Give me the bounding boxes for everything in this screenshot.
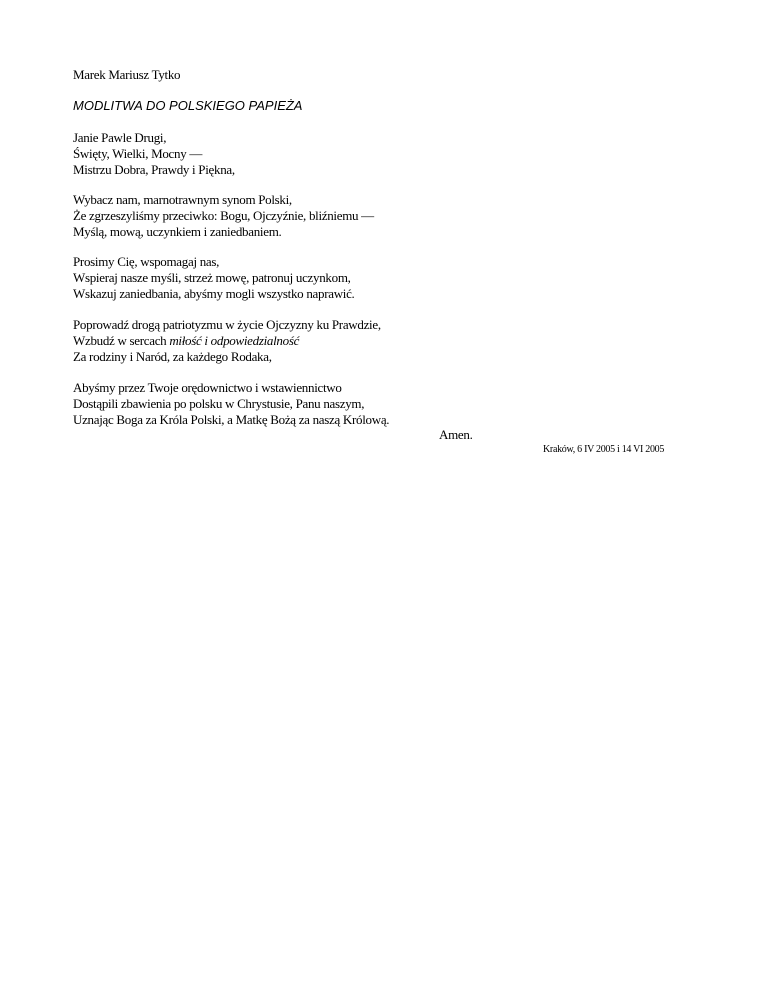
stanza-4 (73, 317, 381, 365)
poem-line: Mistrzu Dobra, Prawdy i Piękna, (73, 162, 235, 177)
amen-closing: Amen. (439, 427, 473, 442)
poem-line: Janie Pawle Drugi, (73, 130, 167, 145)
line-prefix: Wzbudź w sercach (73, 333, 170, 348)
poem-line: Wybacz nam, marnotrawnym synom Polski, (73, 192, 292, 207)
poem-line: Wskazuj zaniedbania, abyśmy mogli wszystko naprawić. (73, 286, 355, 301)
emphasized-phrase: miłość i odpowiedzialność (169, 333, 300, 348)
poem-line: Uznając Boga za Króla Polski, a Matkę Bożą za naszą Królową. (73, 412, 390, 427)
poem-line: Dostąpili zbawienia po polsku w Chrystusie, Panu naszym, (73, 396, 365, 411)
stanza-1 (73, 130, 235, 178)
stanza-3 (73, 254, 355, 302)
poem-line: Wspieraj nasze myśli, strzeż mowę, patronuj uczynkom, (73, 270, 351, 285)
stanza-2 (73, 192, 374, 240)
poem-title: MODLITWA DO POLSKIEGO PAPIEŻA (73, 98, 303, 113)
author-name: Marek Mariusz Tytko (73, 67, 181, 82)
poem-line: Prosimy Cię, wspomagaj nas, (73, 254, 220, 269)
poem-line: Że zgrzeszyliśmy przeciwko: Bogu, Ojczyźnie, bliźniemu — (73, 208, 374, 223)
poem-line: Myślą, mową, uczynkiem i zaniedbaniem. (73, 224, 282, 239)
poem-line: Za rodziny i Naród, za każdego Rodaka, (73, 349, 272, 364)
poem-line: Abyśmy przez Twoje orędownictwo i wstawiennictwo (73, 380, 342, 395)
poem-line: Święty, Wielki, Mocny — (73, 146, 203, 161)
place-and-date: Kraków, 6 IV 2005 i 14 VI 2005 (543, 444, 665, 455)
poem-line-with-emphasis (73, 333, 381, 349)
poem-line: Poprowadź drogą patriotyzmu w życie Ojczyzny ku Prawdzie, (73, 317, 381, 332)
stanza-5 (73, 380, 389, 428)
